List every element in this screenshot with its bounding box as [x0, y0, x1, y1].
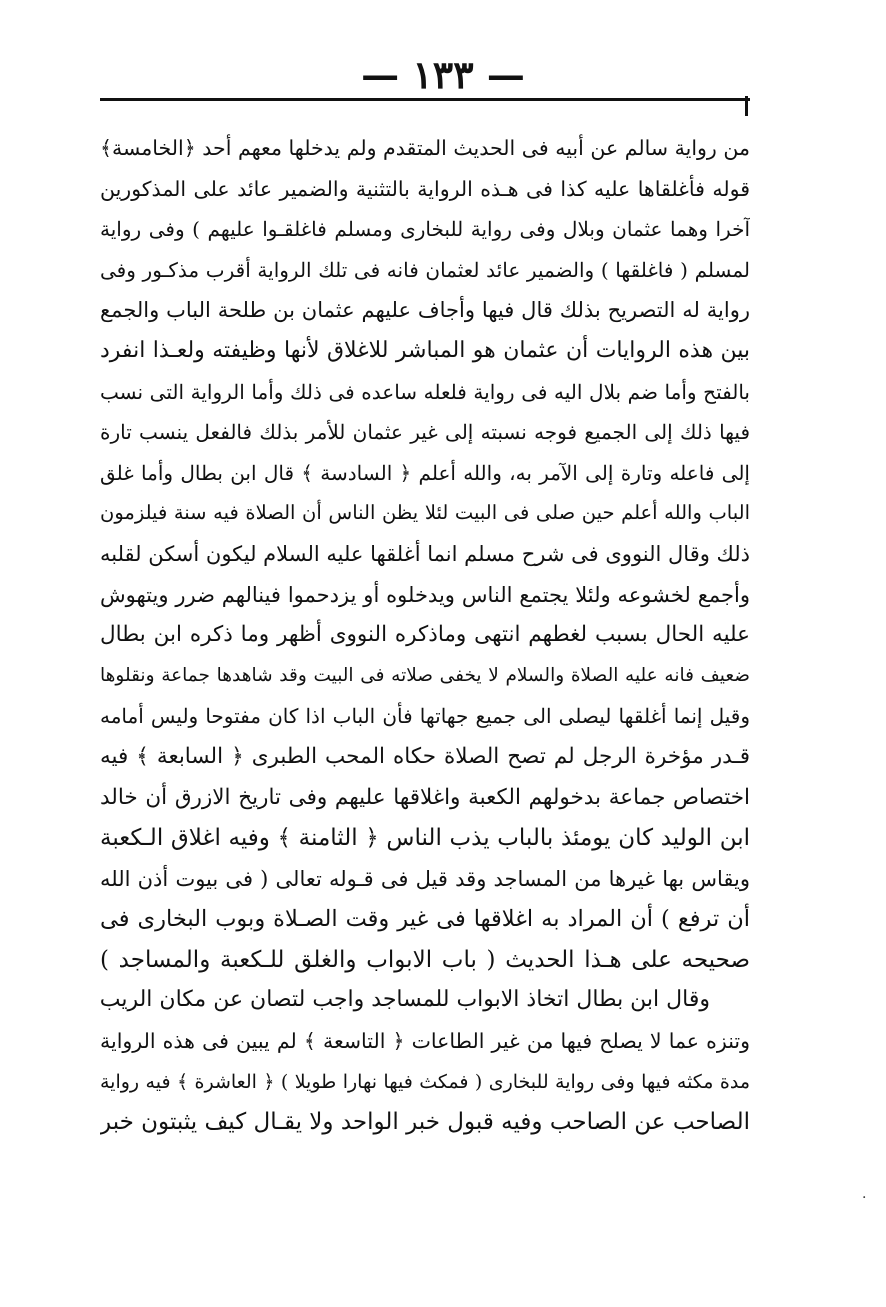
- text-line: قـدر مؤخرة الرجل لم تصح الصلاة حكاه المحب الطبرى ﴿ السابعة ﴾ فيه: [100, 743, 750, 769]
- text-line: بين هذه الروايات أن عثمان هو المباشر للاغلاق لأنها وظيفته ولعـذا انفرد: [100, 337, 750, 363]
- text-line: ابن الوليد كان يومئذ بالباب يذب الناس ﴿ الثامنة ﴾ وفيه اغلاق الـكعبة: [100, 825, 750, 852]
- text-line: قوله فأغلقاها عليه كذا فى هـذه الرواية بالتثنية والضمير عائد على المذكورين: [100, 176, 750, 201]
- header-rule: [100, 98, 750, 101]
- text-line: بالفتح وأما ضم بلال اليه فى رواية فلعله ساعده فى ذلك وأما الرواية التى نسب: [100, 379, 750, 404]
- text-line: إلى فاعله وتارة إلى الآمر به، والله أعلم ﴿ السادسة ﴾ قال ابن بطال وأما غلق: [100, 460, 750, 485]
- page-number: — ١٣٣ —: [361, 52, 525, 97]
- margin-speck: ·: [862, 1190, 867, 1206]
- text-line: رواية له التصريح بذلك قال فيها وأجاف عليهم عثمان بن طلحة الباب والجمع: [100, 298, 750, 323]
- text-line: ضعيف فانه عليه الصلاة والسلام لا يخفى صلاته فى البيت وقد شاهدها جماعة ونقلوها: [100, 664, 750, 686]
- text-line: عليه الحال بسبب لغطهم انتهى وماذكره النووى أظهر وما ذكره ابن بطال: [100, 622, 750, 648]
- text-line: ويقاس بها غيرها من المساجد وقد قيل فى قـوله تعالى ( فى بيوت أذن الله: [100, 866, 750, 891]
- text-line: لمسلم ( فاغلقها ) والضمير عائد لعثمان فانه فى تلك الرواية أقرب مذكـور وفى: [100, 257, 750, 282]
- text-line: ذلك وقال النووى فى شرح مسلم انما أغلقها عليه السلام ليكون أسكن لقلبه: [100, 541, 750, 566]
- text-line: الباب والله أعلم حين صلى فى البيت لئلا يظن الناس أن الصلاة فيه سنة فيلزمون: [100, 501, 750, 525]
- text-line: فيها ذلك إلى الجميع فوجه نسبته إلى غير عثمان للأمر بذلك فالفعل ينسب تارة: [100, 420, 750, 445]
- text-line: آخرا وهما عثمان وبلال وفى رواية للبخارى ومسلم فاغلقـوا عليهم ) وفى رواية: [100, 217, 750, 242]
- text-line: صحيحه على هـذا الحديث ( باب الابواب والغلق للـكعبة والمساجد ): [100, 946, 750, 973]
- text-line: الصاحب عن الصاحب وفيه قبول خبر الواحد ولا يقـال كيف يثبتون خبر: [100, 1109, 750, 1136]
- text-line: أن ترفع ) أن المراد به اغلاقها فى غير وقت الصـلاة وبوب البخارى فى: [100, 906, 750, 933]
- text-line: اختصاص جماعة بدخولهم الكعبة واغلاقها عليهم وفى تاريخ الازرق أن خالد: [100, 784, 750, 810]
- header-rule-end: [745, 96, 748, 116]
- text-line: وتنزه عما لا يصلح فيها من غير الطاعات ﴿ التاسعة ﴾ لم يبين فى هذه الرواية: [100, 1029, 750, 1054]
- text-line: وقيل إنما أغلقها ليصلى الى جميع جهاتها فأن الباب اذا كان مفتوحا وليس أمامه: [100, 704, 750, 729]
- text-line: وأجمع لخشوعه ولئلا يجتمع الناس ويدخلوه أو يزدحموا فينالهم ضرر ويتهوش: [100, 582, 750, 607]
- text-line: وقال ابن بطال اتخاذ الابواب للمساجد واجب لتصان عن مكان الريب: [100, 987, 710, 1013]
- text-line: من رواية سالم عن أبيه فى الحديث المتقدم ولم يدخلها معهم أحد ﴿الخامسة﴾: [100, 136, 750, 160]
- page-body: [100, 128, 750, 1143]
- text-line: مدة مكثه فيها وفى رواية للبخارى ( فمكث فيها نهارا طويلا ) ﴿ العاشرة ﴾ فيه رواية: [100, 1070, 750, 1093]
